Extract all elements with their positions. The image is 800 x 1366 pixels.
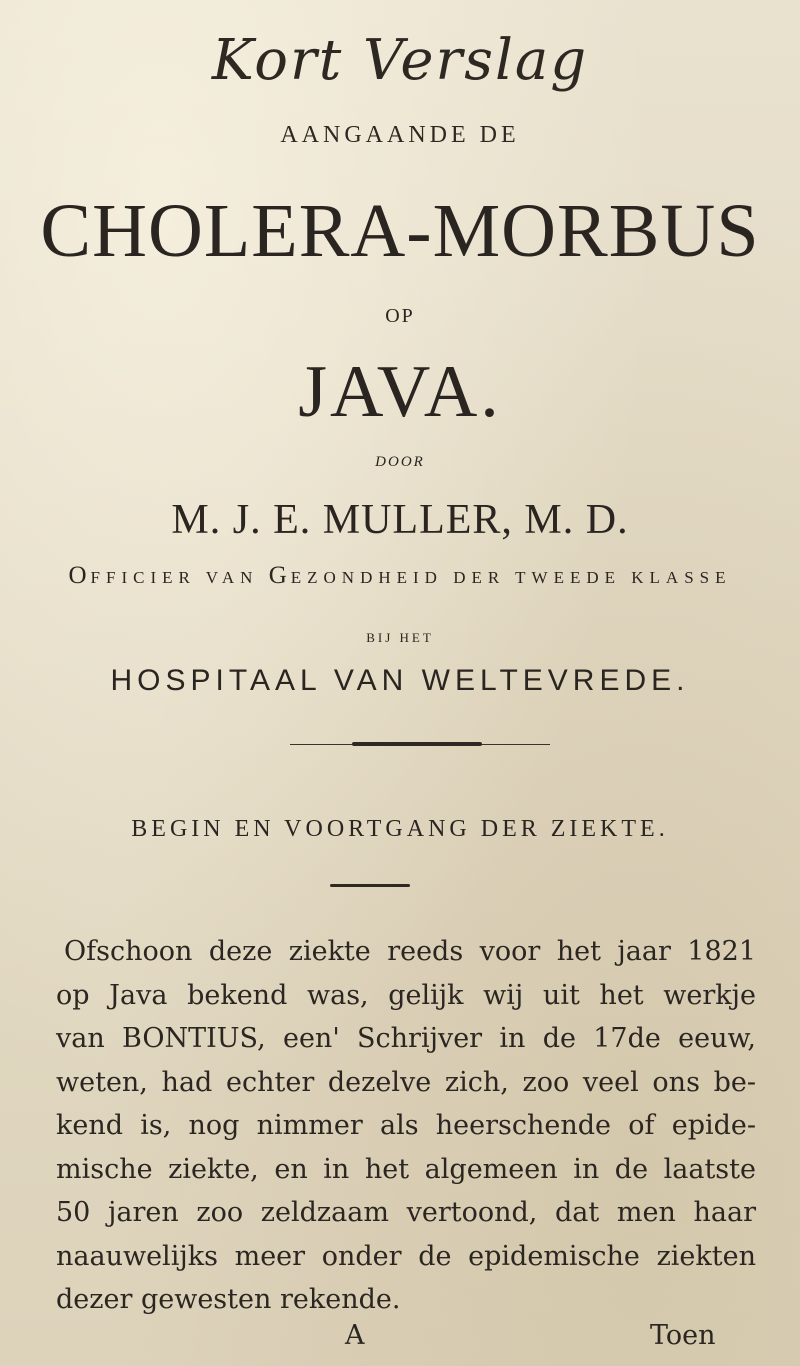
gothic-title: Kort Verslag	[211, 28, 589, 93]
hospitaal-name: HOSPITAAL VAN WELTEVREDE.	[110, 664, 690, 697]
catchword: Toen	[650, 1320, 716, 1351]
signature-mark: A	[345, 1320, 365, 1351]
officier-line	[30, 562, 770, 590]
body-line: 50 jaren zoo zeldzaam vertoond, dat men haar	[56, 1197, 756, 1228]
body-line: naauwelijks meer onder de epidemische ziekten	[56, 1240, 756, 1272]
body-line: op Java bekend was, gelijk wij uit het werkje	[56, 979, 756, 1011]
short-rule	[330, 884, 410, 887]
location-title: JAVA.	[298, 351, 502, 433]
body-line: dezer gewesten rekende.	[56, 1284, 401, 1315]
title-op: OP	[385, 305, 415, 327]
body-line: van BONTIUS, een' Schrijver in de 17de eeuw,	[56, 1023, 756, 1054]
officier-van: VAN	[205, 568, 259, 587]
author-name: M. J. E. MULLER, M. D.	[171, 497, 629, 543]
officier-initial-o: O	[68, 562, 91, 589]
body-line: Ofschoon deze ziekte reeds voor het jaar 1821	[64, 936, 756, 967]
body-line: mische ziekte, en in het algemeen in de laatste	[56, 1153, 756, 1185]
body-line: kend is, nog nimmer als heerschende of epide-	[56, 1110, 756, 1141]
body-line: weten, had echter dezelve zich, zoo veel ons be-	[56, 1066, 756, 1098]
officier-rest: DER TWEEDE KLASSE	[453, 568, 732, 587]
section-heading: BEGIN EN VOORTGANG DER ZIEKTE.	[131, 816, 669, 842]
officier-gezondheid-rest: EZONDHEID	[290, 568, 443, 587]
ornamental-rule-thick	[352, 742, 482, 746]
officier-word-rest: FFICIER	[90, 568, 196, 587]
main-title: CHOLERA-MORBUS	[40, 189, 760, 273]
officier-initial-g: G	[268, 562, 291, 589]
body-paragraph	[56, 930, 756, 1322]
bij-het: BIJ HET	[366, 630, 434, 645]
title-aangaande: AANGAANDE DE	[280, 122, 520, 148]
door-label: DOOR	[375, 454, 425, 470]
